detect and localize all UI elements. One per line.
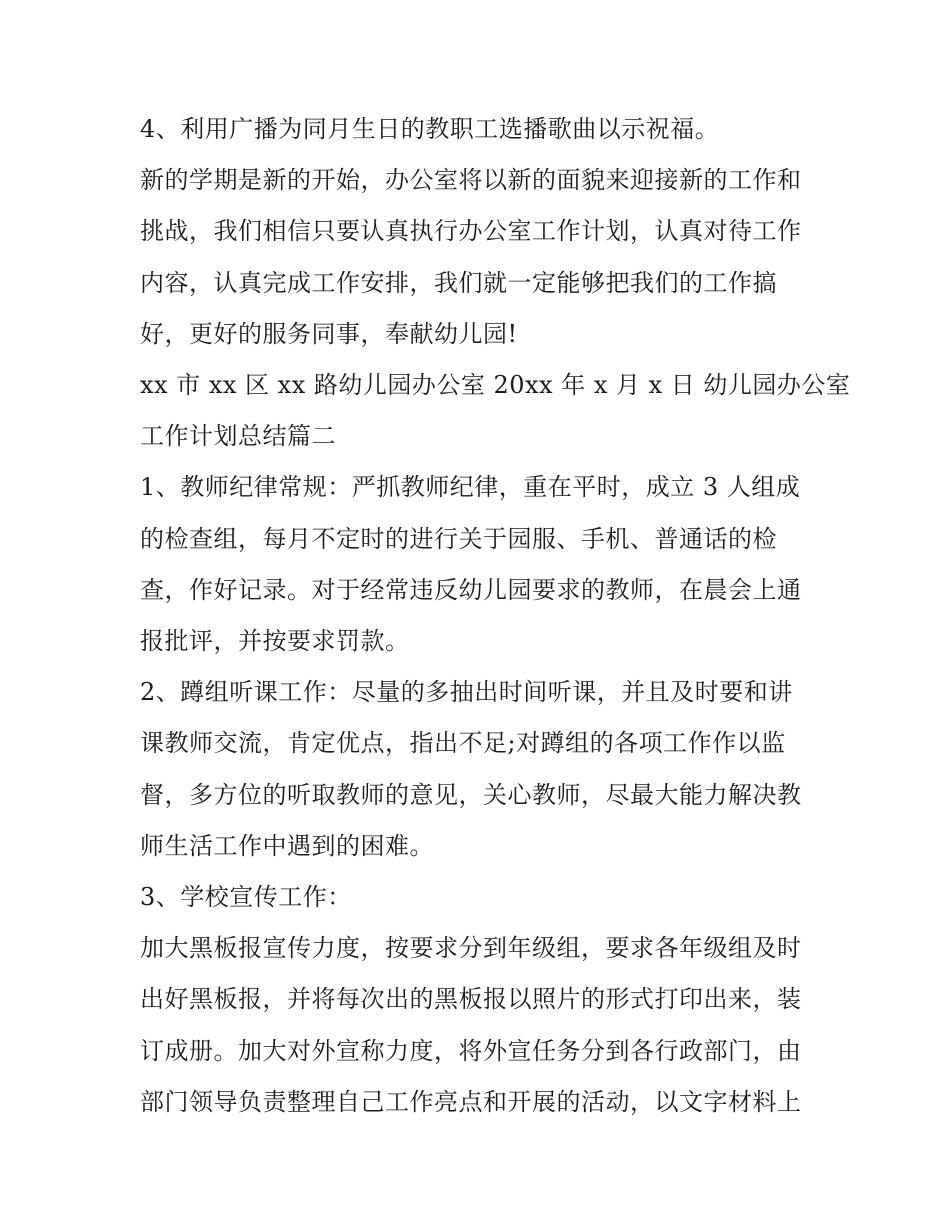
text-line: 2、蹲组听课工作：尽量的多抽出时间听课，并且及时要和讲 [140,678,793,707]
section-title: 工作计划总结篇二 [140,422,336,451]
text-line: 加大黑板报宣传力度，按要求分到年级组，要求各年级组及时 [140,934,802,963]
text-line: 部门领导负责整理自己工作亮点和开展的活动，以文字材料上 [140,1087,802,1116]
text-line: 好，更好的服务同事，奉献幼儿园! [140,319,518,348]
text-line: 报批评，并按要求罚款。 [140,627,410,656]
text-line: 新的学期是新的开始，办公室将以新的面貌来迎接新的工作和 [140,166,802,195]
text-line: 订成册。加大对外宣称力度，将外宣任务分到各行政部门，由 [140,1036,802,1065]
text-line: 3、学校宣传工作： [140,883,352,912]
text-line: 出好黑板报，并将每次出的黑板报以照片的形式打印出来，装 [140,985,802,1014]
text-line: 1、教师纪律常规：严抓教师纪律，重在平时，成立 3 人组成 [140,473,801,502]
text-line: 督，多方位的听取教师的意见，关心教师，尽最大能力解决教 [140,780,802,809]
text-line: xx 市 xx 区 xx 路幼儿园办公室 20xx 年 x 月 x 日 幼儿园办公室 [140,371,851,400]
text-line: 内容，认真完成工作安排，我们就一定能够把我们的工作搞 [140,268,777,297]
text-line: 查，作好记录。对于经常违反幼儿园要求的教师，在晨会上通 [140,575,802,604]
text-line: 挑战，我们相信只要认真执行办公室工作计划，认真对待工作 [140,217,802,246]
document-body [140,104,851,1128]
text-line: 师生活工作中遇到的困难。 [140,831,434,860]
text-line: 4、利用广播为同月生日的教职工选播歌曲以示祝福。 [140,115,720,143]
text-line: 的检查组，每月不定时的进行关于园服、手机、普通话的检 [140,524,777,553]
text-line: 课教师交流，肯定优点，指出不足;对蹲组的各项工作作以监 [140,729,786,758]
